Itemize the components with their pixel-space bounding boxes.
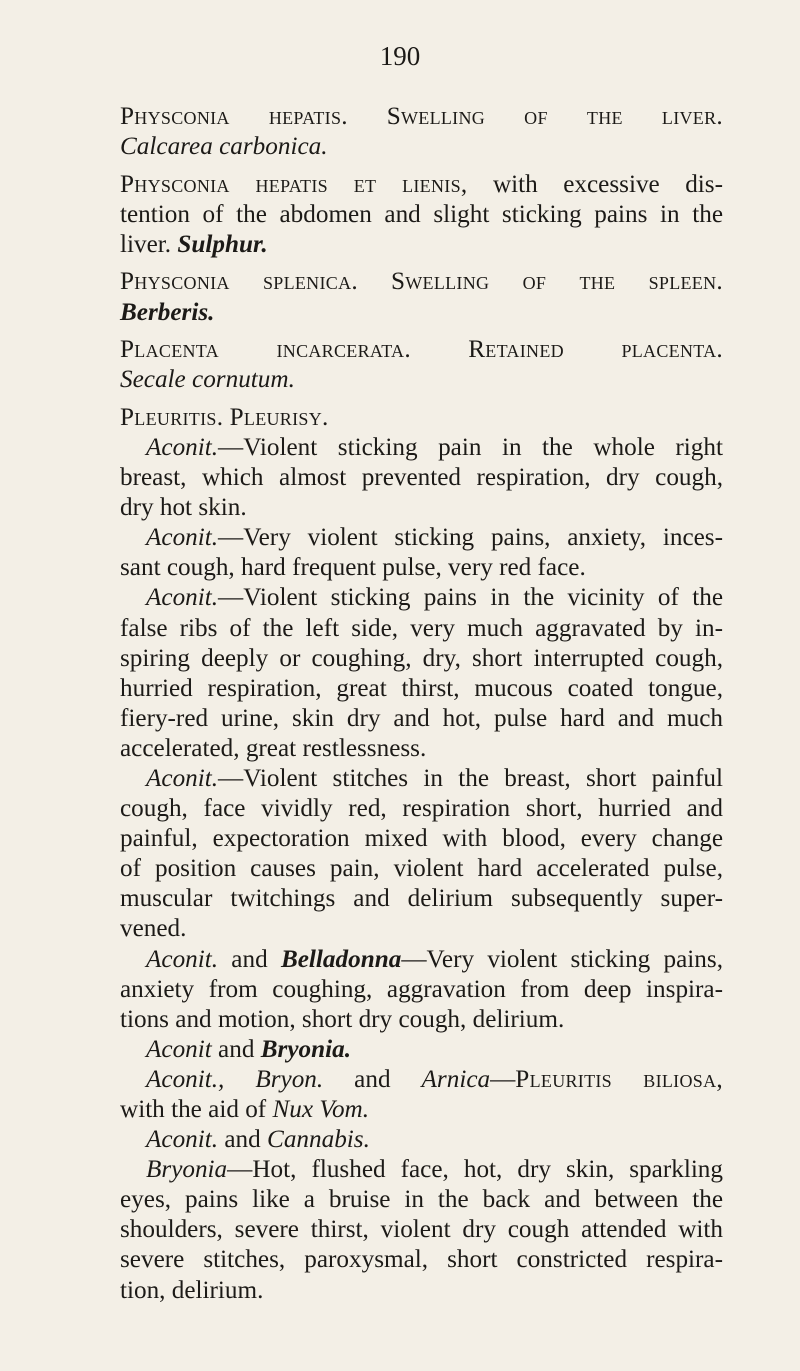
text-entry <box>120 523 723 583</box>
text-line <box>120 230 723 260</box>
text-line <box>120 1065 723 1095</box>
page-body <box>120 102 723 1306</box>
text-line <box>120 170 723 200</box>
body-text: breast, which almost prevented respiration, dry cough, <box>120 464 723 492</box>
body-text: shoulders, severe thirst, violent dry cough attended with <box>120 1216 723 1244</box>
remedy-name: Aconit. <box>146 584 219 612</box>
remedy-name: Bryonia <box>146 1156 228 1184</box>
text-line <box>120 463 723 493</box>
text-line <box>120 945 723 975</box>
heading-term: Pleuritis. <box>120 403 224 431</box>
body-text: —Violent sticking pains in the vicinity of the <box>218 584 723 612</box>
remedy-name: Cannabis. <box>267 1126 370 1154</box>
body-text: hurried respiration, great thirst, mucous coated tongue, <box>120 674 723 702</box>
body-text: and <box>218 1126 268 1154</box>
remedy-name: Belladonna <box>280 945 402 973</box>
heading-term: Swelling of the spleen. <box>390 268 723 296</box>
body-text: fiery-red urine, skin dry and hot, pulse hard and much <box>120 704 723 732</box>
body-text: of position causes pain, violent hard accelerated pulse, <box>120 855 723 883</box>
body-text: accelerated, great restlessness. <box>120 734 427 762</box>
body-text: tention of the abdomen and slight sticking pains in the <box>120 200 723 228</box>
text-entry <box>120 583 723 764</box>
body-text: and <box>211 1035 261 1063</box>
text-entry <box>120 102 723 162</box>
text-line <box>120 734 723 764</box>
remedy-name: Aconit. <box>146 1126 219 1154</box>
body-text: and <box>323 1065 422 1093</box>
text-line <box>120 854 723 884</box>
text-line <box>120 403 723 433</box>
body-text: tion, delirium. <box>120 1276 264 1304</box>
body-text: sant cough, hard frequent pulse, very red face. <box>120 554 586 582</box>
text-line <box>120 794 723 824</box>
body-text: —Hot, flushed face, hot, dry skin, sparkling <box>227 1156 723 1184</box>
body-text <box>348 103 387 130</box>
text-line <box>120 298 723 328</box>
heading-term: Physconia hepatis. <box>120 103 348 130</box>
body-text: — <box>490 1065 516 1093</box>
text-entry <box>120 433 723 523</box>
text-line <box>120 1125 723 1155</box>
text-line <box>120 365 723 395</box>
text-line <box>120 704 723 734</box>
body-text: dry hot skin. <box>120 494 247 522</box>
text-entry <box>120 1155 723 1305</box>
text-line <box>120 674 723 704</box>
heading-term: Physconia splenica. <box>120 268 358 296</box>
text-entry <box>120 1065 723 1125</box>
body-text: severe stitches, paroxysmal, short constricted respira- <box>120 1246 723 1274</box>
body-text: —Very violent sticking pains, anxiety, inces- <box>218 524 723 552</box>
page-number: 190 <box>379 41 421 71</box>
text-line <box>120 493 723 523</box>
body-text: liver. <box>120 230 178 258</box>
text-line <box>120 553 723 583</box>
text-line <box>120 614 723 644</box>
body-text: muscular twitchings and delirium subsequently super- <box>120 885 723 913</box>
text-entry <box>120 403 723 433</box>
remedy-name: Aconit. <box>146 764 219 792</box>
body-text: eyes, pains like a bruise in the back and between the <box>120 1186 723 1214</box>
remedy-name: Bryonia. <box>260 1035 351 1063</box>
body-text: with excessive dis- <box>467 170 723 198</box>
body-text: —Violent stitches in the breast, short painful <box>218 764 723 792</box>
text-line <box>120 583 723 613</box>
text-line <box>120 975 723 1005</box>
text-line <box>120 335 723 365</box>
remedy-name: Aconit., Bryon. <box>146 1065 324 1093</box>
text-line <box>120 200 723 230</box>
remedy-name: Berberis. <box>120 298 215 326</box>
body-text: anxiety from coughing, aggravation from deep inspira- <box>120 975 723 1003</box>
body-text: —Violent sticking pain in the whole right <box>218 433 723 461</box>
text-line <box>120 1185 723 1215</box>
heading-term: Pleurisy. <box>229 403 329 431</box>
remedy-name: Aconit. <box>146 945 219 973</box>
text-entry <box>120 764 723 945</box>
text-line <box>120 433 723 463</box>
text-line <box>120 1245 723 1275</box>
body-text <box>358 268 391 295</box>
body-text: vened. <box>120 915 187 943</box>
body-text: false ribs of the left side, very much aggravated by in- <box>120 614 723 642</box>
body-text: painful, expectoration mixed with blood, every change <box>120 825 723 853</box>
remedy-name: Aconit. <box>146 433 219 461</box>
text-line <box>120 884 723 914</box>
text-line <box>120 1215 723 1245</box>
text-line <box>120 523 723 553</box>
remedy-name: Calcarea carbonica. <box>120 133 328 161</box>
text-entry <box>120 267 723 327</box>
text-line <box>120 1035 723 1065</box>
text-line <box>120 102 723 132</box>
remedy-name: Nux Vom. <box>272 1096 370 1123</box>
text-line <box>120 132 723 162</box>
body-text: cough, face vividly red, respiration short, hurried and <box>120 795 723 823</box>
text-line <box>120 1155 723 1185</box>
text-line <box>120 1095 723 1125</box>
remedy-name: Aconit. <box>146 524 219 552</box>
body-text: —Very violent sticking pains, <box>401 945 724 973</box>
text-line <box>120 267 723 297</box>
body-text: and <box>218 945 281 973</box>
body-text: tions and motion, short dry cough, delirium. <box>120 1005 565 1033</box>
heading-term: Retained placenta. <box>468 336 724 364</box>
remedy-name: Secale cornutum. <box>120 366 295 394</box>
remedy-name: Aconit <box>146 1035 212 1063</box>
text-entry <box>120 1125 723 1155</box>
remedy-name: Arnica <box>421 1065 491 1093</box>
text-line <box>120 824 723 854</box>
text-line <box>120 644 723 674</box>
text-line <box>120 1276 723 1306</box>
body-text: with the aid of <box>120 1096 273 1123</box>
text-line <box>120 1005 723 1035</box>
text-entry <box>120 170 723 260</box>
text-entry <box>120 1035 723 1065</box>
body-text <box>411 336 468 363</box>
body-text: spiring deeply or coughing, dry, short interrupted cough, <box>120 644 723 672</box>
remedy-name: Sulphur. <box>177 230 268 258</box>
text-entry <box>120 945 723 1035</box>
text-line <box>120 764 723 794</box>
heading-term: Physconia hepatis et lienis, <box>120 170 468 198</box>
heading-term: Swelling of the liver. <box>386 103 723 130</box>
heading-term: Placenta incarcerata. <box>120 336 411 364</box>
heading-term: Pleuritis biliosa, <box>515 1065 723 1093</box>
text-line <box>120 914 723 944</box>
text-entry <box>120 335 723 395</box>
